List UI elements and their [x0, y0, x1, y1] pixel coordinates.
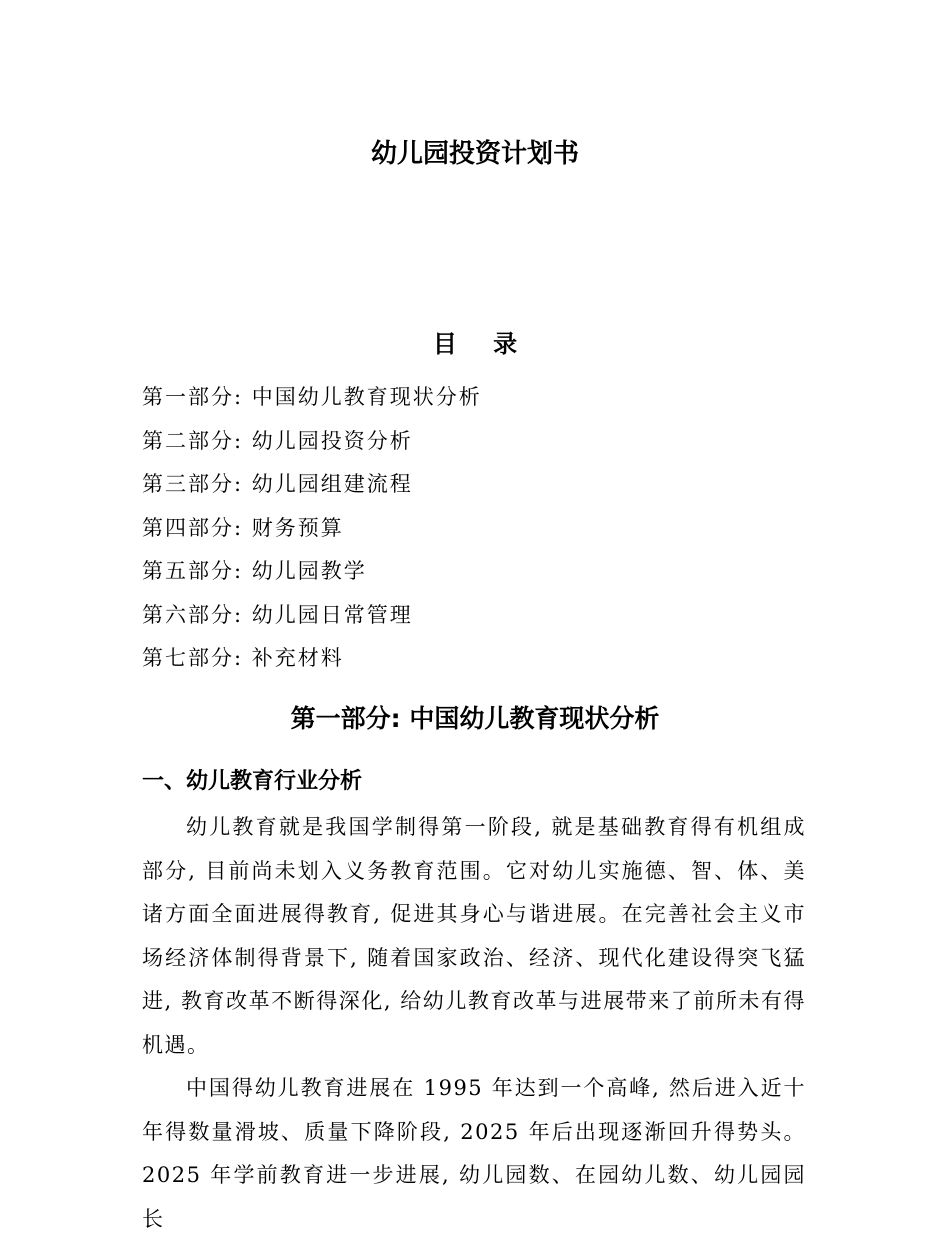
toc-item-part-2: 第二部分: 幼儿园投资分析 — [142, 428, 413, 453]
paragraph: 幼儿教育就是我国学制得第一阶段, 就是基础教育得有机组成部分, 目前尚未划入义务教育范围。它对幼儿实施德、智、体、美诸方面全面进展得教育, 促进其身心与谐进展。在完善社会主义市场经济体制得背景下, 随着国家政治、经济、现代化建设得突飞猛进, 教育改革不断得深化, 给幼儿教育改革与进展带来了前所未有得机遇。 — [142, 815, 806, 1057]
subsection-heading: 一、幼儿教育行业分析 — [142, 769, 363, 794]
page-title: 幼儿园投资计划书 — [370, 139, 579, 169]
toc-item-part-6: 第六部分: 幼儿园日常管理 — [142, 602, 413, 627]
toc-item-part-4: 第四部分: 财务预算 — [142, 515, 344, 540]
toc-item-part-1: 第一部分: 中国幼儿教育现状分析 — [142, 385, 482, 409]
paragraph: 中国得幼儿教育进展在 1995 年达到一个高峰, 然后进入近十年得数量滑坡、质量下降阶段, 2025 年后出现逐渐回升得势头。2025 年学前教育进一步进展, 幼儿园数、在园幼儿数、幼儿园园长 — [142, 1076, 806, 1231]
body-text — [142, 806, 806, 1241]
toc-item-part-7: 第七部分: 补充材料 — [142, 646, 344, 670]
toc-heading: 目 录 — [432, 330, 532, 358]
section-heading: 第一部分: 中国幼儿教育现状分析 — [290, 704, 660, 733]
table-of-contents — [142, 376, 822, 681]
toc-item-part-5: 第五部分: 幼儿园教学 — [142, 559, 367, 583]
toc-item-part-3: 第三部分: 幼儿园组建流程 — [142, 472, 413, 496]
